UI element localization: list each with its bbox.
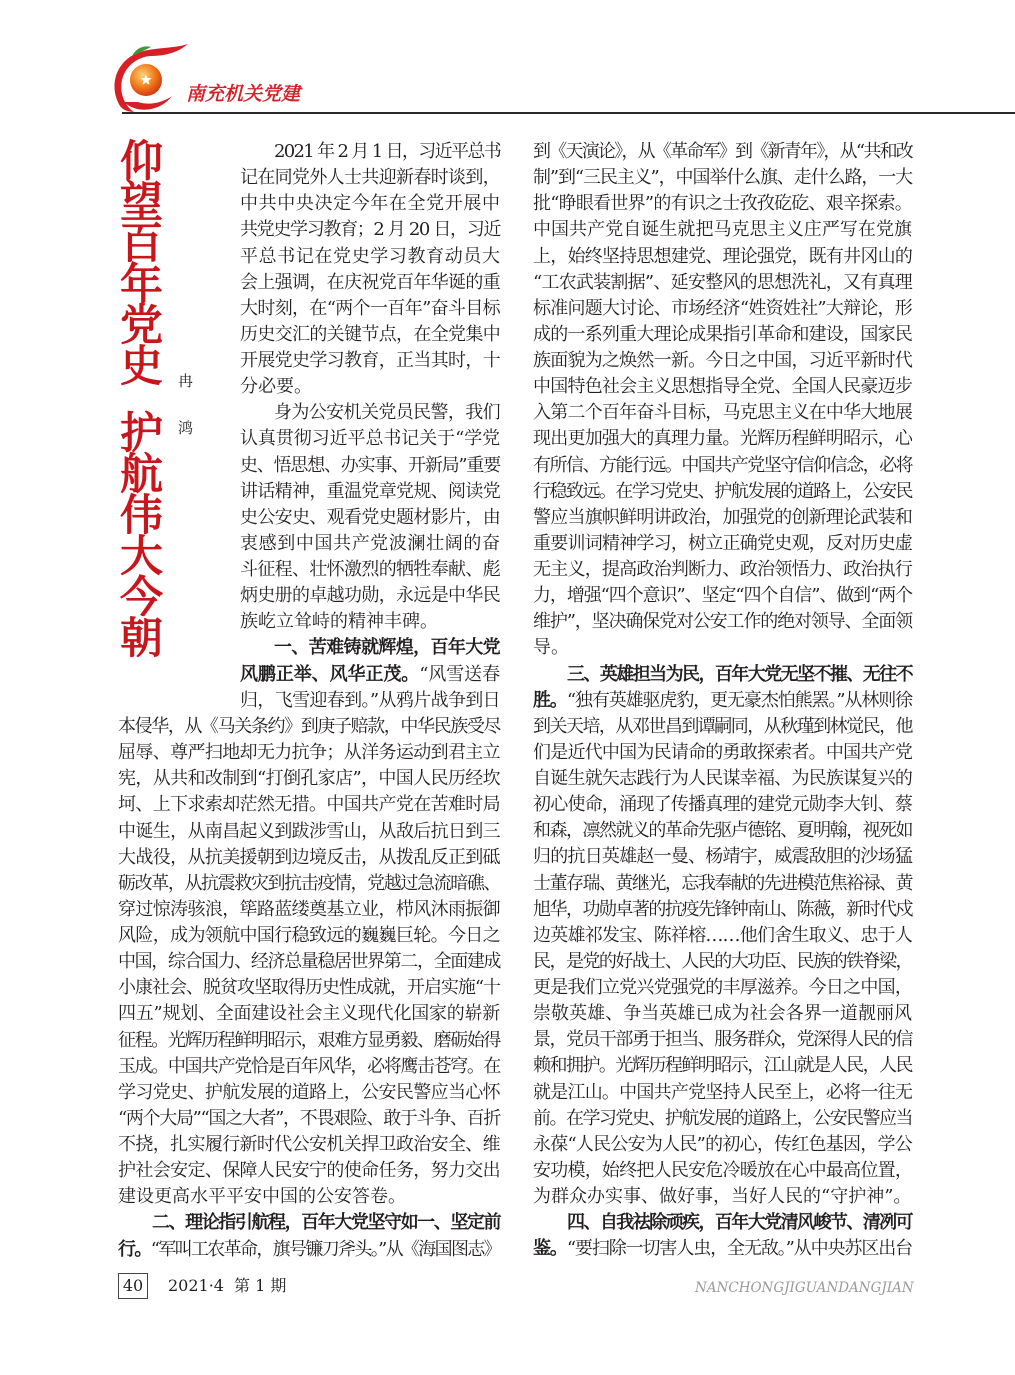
article-line: 现出更加强大的真理力量。光辉历程鲜明昭示，心	[533, 428, 912, 450]
article-line	[118, 1210, 500, 1236]
page-number: 40	[118, 1273, 148, 1299]
article-line: 士董存瑞、黄继光，忘我奉献的先进模范焦裕禄、黄	[533, 872, 912, 894]
article-line: 崇敬英雄、争当英雄已成为社会各界一道靓丽风	[533, 1003, 912, 1025]
article-line: 到关天培，从邓世昌到谭嗣同，从秋瑾到林觉民，他	[533, 715, 912, 737]
article-line: 民，是党的好战士、人民的大功臣、民族的铁脊梁，	[533, 950, 912, 972]
section-heading-text: 风鹏正举、风华正茂。	[240, 663, 420, 685]
line-text: “军叫工农革命，旗号镰刀斧头。”从《海国图志》	[150, 1238, 500, 1260]
article-line: 族面貌为之焕然一新。今日之中国，习近平新时代	[533, 350, 912, 371]
section-heading-text: 二、理论指引航程，百年大党坚守如一、坚定前	[152, 1212, 500, 1234]
article-line: 中国，综合国力、经济总量稳居世界第二，全面建成	[118, 951, 500, 973]
article-line: 重要训词精神学习，树立正确党史观，反对历史虚	[533, 532, 912, 554]
article-line: 不挠，扎实履行新时代公安机关捍卫政治安全、维	[118, 1134, 500, 1155]
line-text: “要扫除一切害人虫，全无敌。”从中央苏区出台	[566, 1238, 912, 1260]
article-line: 旭华，功勋卓著的抗疫先锋钟南山、陈薇，新时代戍	[533, 898, 912, 920]
article-line: 标准问题大讨论、市场经济“姓资姓社”大辩论，形	[533, 297, 912, 319]
article-line: 无主义，提高政治判断力、政治领悟力、政治执行	[533, 559, 912, 580]
article-line: 护社会安定、保障人民安宁的使命任务，努力交出	[118, 1160, 500, 1182]
magazine-logo	[110, 40, 190, 118]
article-line: 炳史册的卓越功勋，永远是中华民	[240, 585, 500, 607]
article-line: 赖和拥护。光辉历程鲜明昭示，江山就是人民，人民	[533, 1055, 912, 1077]
article-line: 到《天演论》，从《革命军》到《新青年》，从“共和改	[533, 141, 912, 162]
article-title-part1: 仰望百年党史	[113, 138, 163, 384]
article-line: 中国共产党自诞生就把马克思主义庄严写在党旗	[533, 219, 912, 241]
line-text: “独有英雄驱虎豹，更无豪杰怕熊罴。”从林则徐	[566, 689, 912, 711]
article-line: 平总书记在党史学习教育动员大	[240, 245, 500, 267]
article-line: 导。	[533, 637, 569, 659]
text-column-narrow	[240, 139, 500, 714]
article-line: 历史交汇的关键节点，在全党集中	[240, 323, 500, 345]
article-line: 斗征程、壮怀激烈的牺牲奉献、彪	[240, 559, 500, 580]
article-line: 共党史学习教育；2 月 20 日，习近	[240, 219, 500, 241]
article-line	[118, 1237, 500, 1263]
article-line: 上，始终坚持思想建党、理论强党，既有井冈山的	[533, 245, 912, 267]
article-line: 安功模，始终把人民安危冷暖放在心中最高位置，	[533, 1159, 912, 1181]
article-line: 们是近代中国为民请命的勇敢探索者。中国共产党	[533, 741, 912, 763]
article-line: 建设更高水平平安中国的公安答卷。	[118, 1186, 406, 1208]
article-line: 风险，成为领航中国行稳致远的巍巍巨轮。今日之	[118, 925, 500, 946]
article-line: 有所信、方能行远。中国共产党坚守信仰信念，必将	[533, 454, 912, 476]
article-line: 会上强调，在庆祝党百年华诞的重	[240, 271, 500, 293]
article-line: 行稳致远。在学习党史、护航发展的道路上，公安民	[533, 480, 912, 502]
article-line: 开展党史学习教育，正当其时，十	[240, 350, 500, 371]
article-line: 中共中央决定今年在全党开展中	[240, 193, 500, 215]
article-line: 衷感到中国共产党波澜壮阔的奋	[240, 532, 500, 554]
article-line: 初心使命，涌现了传播真理的建党元勋李大钊、蔡	[533, 794, 912, 816]
article-line: 批“睁眼看世界”的有识之士孜孜矻矻、艰辛探索。	[533, 193, 912, 215]
article-line: 大时刻，在“两个一百年”奋斗目标	[240, 297, 500, 319]
article-line: “两个大局”“国之大者”，不畏艰险、敢于斗争、百折	[118, 1107, 500, 1129]
article-line: 更是我们立党兴党强党的丰厚滋养。今日之中国，	[533, 977, 912, 998]
article-title-part2: 护航伟大今朝	[113, 410, 163, 656]
article-line: 和森，凛然就义的革命先驱卢德铭、夏明翰，视死如	[533, 820, 912, 842]
article-line: 史、悟思想、办实事、开新局”重要	[240, 454, 500, 476]
article-line: 永葆“人民公安为人民”的初心，传红色基因，学公	[533, 1133, 912, 1155]
article-line: 小康社会、脱贫攻坚取得历史性成就，开启实施“十	[118, 977, 500, 999]
article-line: 四五”规划、全面建设社会主义现代化国家的崭新	[118, 1003, 500, 1025]
article-line: 制”到“三民主义”，中国举什么旗、走什么路，一大	[533, 167, 912, 189]
article-line: 为群众办实事、做好事，当好人民的“守护神”。	[533, 1186, 912, 1207]
article-line: 归的抗日英雄赵一曼、杨靖宇，威震敌胆的沙场猛	[533, 846, 912, 868]
article-line: 中诞生，从南昌起义到跋涉雪山，从敌后抗日到三	[118, 820, 500, 842]
article-line: 认真贯彻习近平总书记关于“学党	[240, 428, 500, 450]
article-line: 大战役，从抗美援朝到边境反击，从拨乱反正到砥	[118, 846, 500, 868]
header-rule	[122, 112, 1015, 114]
article-line: 警应当旗帜鲜明讲政治，加强党的创新理论武装和	[533, 506, 912, 528]
article-line	[533, 662, 912, 688]
author-name: 冉 鸿	[176, 373, 194, 442]
article-line: 征程。光辉历程鲜明昭示，艰难方显勇毅、磨砺始得	[118, 1029, 500, 1051]
article-line: 景，党员干部勇于担当、服务群众，党深得人民的信	[533, 1029, 912, 1051]
article-line: 力，增强“四个意识”、坚定“四个自信”、做到“两个	[533, 585, 912, 607]
article-line: 史公安史、观看党史题材影片，由	[240, 506, 500, 528]
section-heading-text: 鉴。	[533, 1238, 567, 1260]
issue-number: 第 1 期	[234, 1276, 287, 1295]
section-heading-text: 行。	[118, 1238, 151, 1260]
article-line: 成的一系列重大理论成果指引革命和建设，国家民	[533, 323, 912, 345]
article-line	[533, 688, 912, 714]
article-line: 中国特色社会主义思想指导全党、全国人民豪迈步	[533, 376, 912, 398]
article-line: 宪，从共和改制到“打倒孔家店”，中国人民历经坎	[118, 768, 500, 790]
article-line: 本侵华，从《马关条约》到庚子赔款，中华民族受尽	[118, 716, 500, 737]
article-line: 族屹立耸峙的精神丰碑。	[240, 611, 438, 633]
article-line: 自诞生就矢志践行为人民谋幸福、为民族谋复兴的	[533, 768, 912, 789]
article-line: 穿过惊涛骇浪，筚路蓝缕奠基立业，栉风沐雨振御	[118, 898, 500, 920]
section-heading-text: 四、自我祛除顽疾，百年大党清风峻节、清冽可	[567, 1212, 912, 1234]
magazine-pinyin: NANCHONGJIGUANDANGJIAN	[695, 1280, 914, 1296]
article-line: 砺改革，从抗震救灾到抗击疫情，党越过急流暗礁、	[118, 872, 500, 894]
article-line: 前。在学习党史、护航发展的道路上，公安民警应当	[533, 1107, 912, 1129]
magazine-brand-name: 南充机关党建	[186, 83, 301, 105]
article-line	[240, 662, 500, 688]
article-line: 就是江山。中国共产党坚持人民至上，必将一往无	[533, 1081, 912, 1103]
section-heading-text: 一、苦难铸就辉煌，百年大党	[274, 637, 500, 659]
article-line: 讲话精神，重温党章党规、阅读党	[240, 480, 500, 502]
article-line	[240, 635, 500, 661]
article-line: 屈辱、尊严扫地却无力抗争；从洋务运动到君主立	[118, 742, 500, 764]
issue-date: 2021·4	[168, 1276, 224, 1295]
article-line: 记在同党外人士共迎新春时谈到，	[240, 167, 500, 189]
article-line: 边英雄祁发宝、陈祥榕……他们舍生取义、忠于人	[533, 924, 912, 946]
article-line: “工农武装割据”、延安整风的思想洗礼，又有真理	[533, 271, 912, 293]
article-line	[533, 1210, 912, 1236]
line-text: “风雪送春	[419, 663, 500, 685]
article-line: 学习党史、护航发展的道路上，公安民警应当心怀	[118, 1081, 500, 1103]
article-line: 归，飞雪迎春到。”从鸦片战争到日	[240, 689, 500, 711]
section-heading-text: 胜。	[533, 689, 567, 711]
text-column-right	[533, 139, 912, 1262]
article-line: 玉成。中国共产党恰是百年风华，必将鹰击苍穹。在	[118, 1055, 500, 1077]
article-line: 坷、上下求索却茫然无措。中国共产党在苦难时局	[118, 794, 500, 816]
article-line	[533, 1236, 912, 1262]
article-line: 维护”，坚决确保党对公安工作的绝对领导、全面领	[533, 611, 912, 633]
article-line: 分必要。	[240, 376, 312, 398]
article-line: 身为公安机关党员民警，我们	[274, 402, 500, 424]
text-column-left	[118, 714, 500, 1263]
section-heading-text: 三、英雄担当为民，百年大党无坚不摧、无往不	[567, 663, 912, 685]
article-line: 2021 年 2 月 1 日，习近平总书	[274, 141, 500, 162]
article-line: 入第二个百年奋斗目标，马克思主义在中华大地展	[533, 402, 912, 424]
